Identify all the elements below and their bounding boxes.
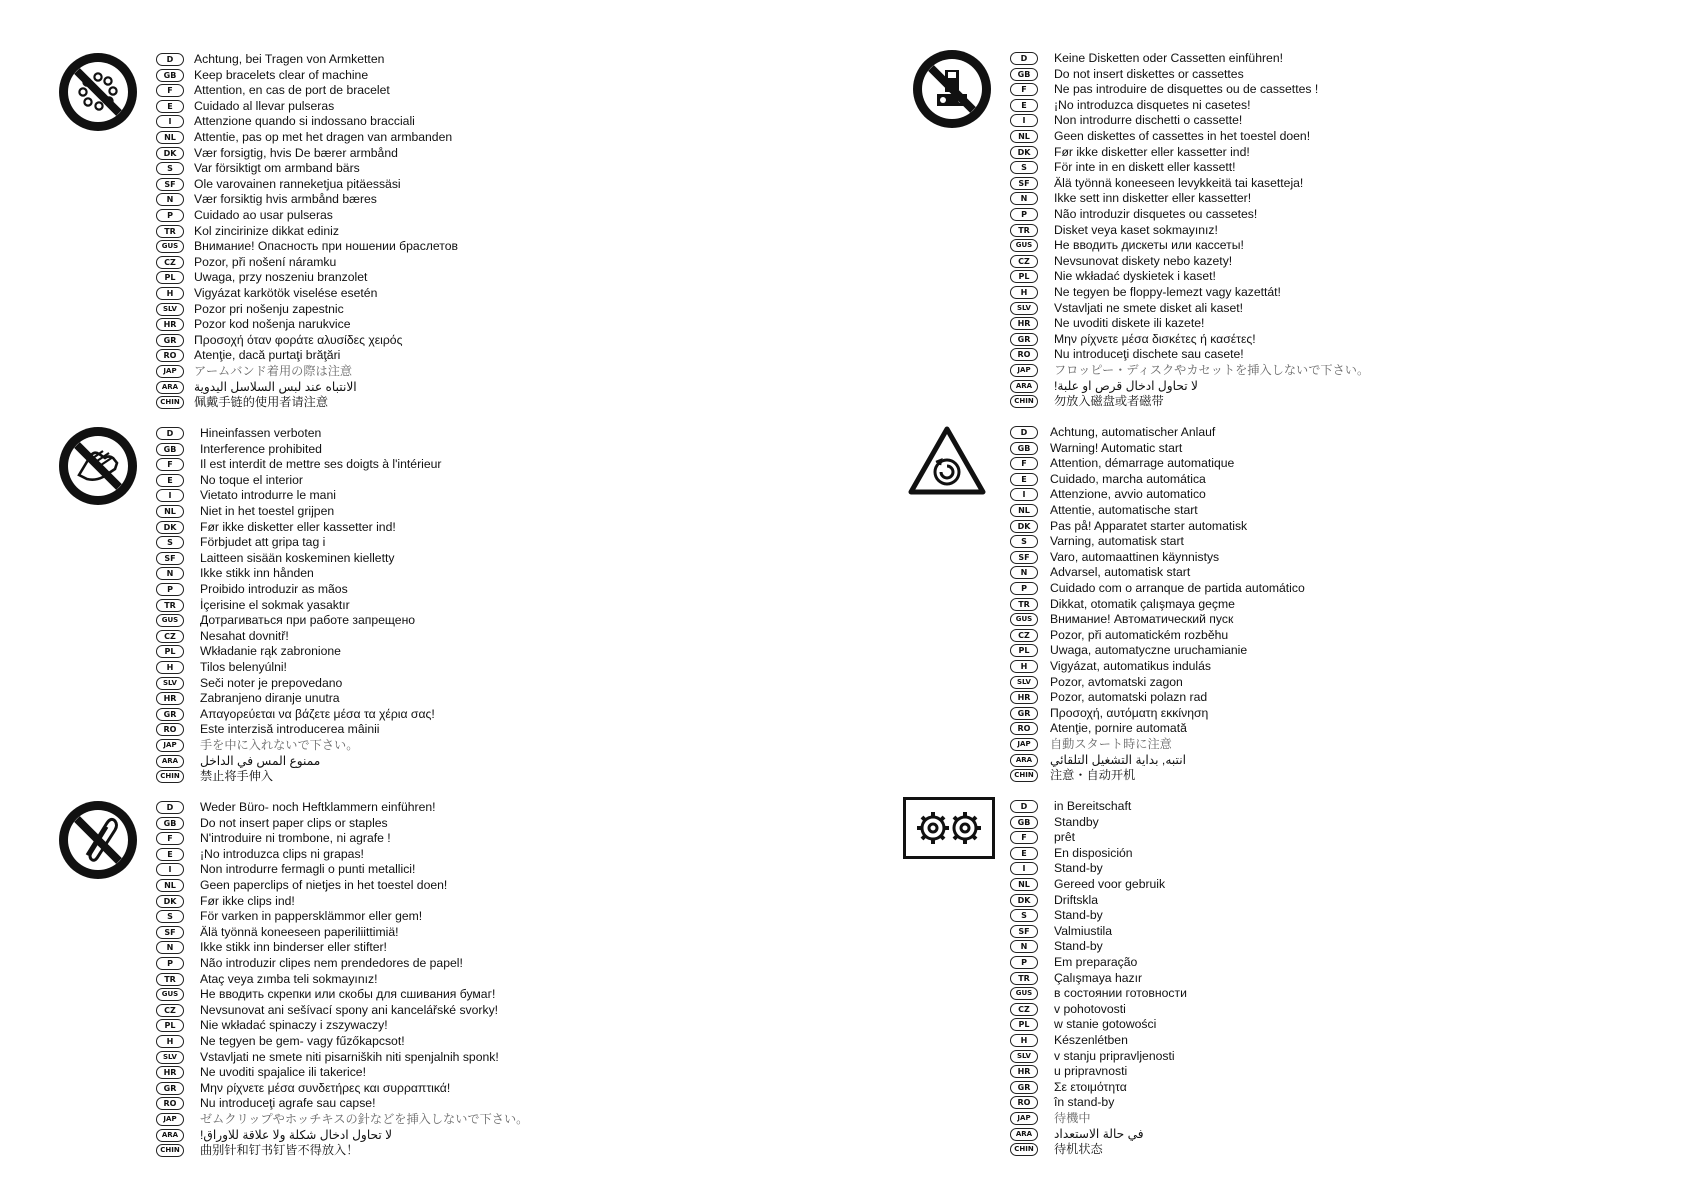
translation-text: Cuidado al llevar pulseras	[194, 98, 335, 113]
language-code-badge: JAP	[156, 1113, 184, 1126]
language-code-badge: F	[1010, 457, 1038, 470]
language-code-badge: SF	[1010, 177, 1038, 190]
translation-text: Do not insert paper clips or staples	[200, 815, 388, 830]
translation-text: w stanie gotowości	[1054, 1017, 1157, 1032]
language-code-badge: CHIN	[1010, 1143, 1038, 1156]
language-code-badge: GR	[1010, 707, 1038, 720]
translation-text: u pripravnosti	[1054, 1064, 1128, 1079]
language-code-badge: F	[1010, 831, 1038, 844]
translation-text: Não introduzir clipes nem prendedores de papel!	[200, 956, 463, 970]
language-code-badge: CHIN	[156, 1144, 184, 1157]
translation-text: Vstavljati ne smete disket ali kaset!	[1054, 300, 1243, 315]
translation-text: Μην ρίχνετε μέσα συνδετήρες και συρραπτικά!	[200, 1080, 451, 1095]
language-code-badge: E	[1010, 847, 1038, 860]
language-code-badge: CZ	[156, 630, 184, 643]
translation-text: Nevsunovat diskety nebo kazety!	[1054, 253, 1233, 268]
translation-text: Çalışmaya hazır	[1054, 970, 1143, 985]
language-code-badge: S	[156, 162, 184, 175]
translation-text: Uwaga, automatyczne uruchamianie	[1050, 643, 1248, 658]
translation-text: ¡No introduzca clips ni grapas!	[200, 846, 364, 861]
translation-text: Ikke sett inn disketter eller kassetter!	[1054, 191, 1252, 206]
translation-text: Dikkat, otomatik çalışmaya geçme	[1050, 596, 1235, 611]
translation-text: Valmiustila	[1054, 923, 1113, 938]
translation-text: Før ikke clips ind!	[200, 893, 295, 908]
translation-text: Atenţie, dacă purtaţi brăţări	[194, 348, 341, 363]
translation-text: Før ikke disketter eller kassetter ind!	[200, 519, 396, 534]
translation-text: Προσοχή όταν φοράτε αλυσίδες χειρός	[194, 332, 403, 347]
language-code-badge: CZ	[156, 256, 184, 269]
language-code-badge: CZ	[1010, 255, 1038, 268]
translation-text: Pozor, při nošení náramku	[194, 254, 337, 269]
translation-text: Proibido introduzir as mãos	[200, 582, 348, 596]
translation-text: Geen diskettes of cassettes in het toestel doen!	[1054, 129, 1311, 143]
language-code-badge: GUS	[1010, 987, 1038, 1000]
language-code-badge: DK	[156, 521, 184, 534]
translation-text: Attention, en cas de port de bracelet	[194, 83, 390, 98]
language-code-badge: SLV	[156, 677, 184, 690]
language-code-badge: I	[1010, 114, 1038, 127]
language-code-badge: D	[1010, 52, 1038, 65]
language-code-badge: GR	[1010, 1081, 1038, 1094]
language-code-badge: P	[156, 957, 184, 970]
translation-text: Προσοχή, αυτόματη εκκίνηση	[1050, 705, 1209, 720]
language-code-badge: ARA	[156, 1129, 184, 1142]
translation-text: Внимание! Опасность при ношении браслетов	[194, 239, 458, 254]
language-code-badge: I	[1010, 862, 1038, 875]
translation-text: Μην ρίχνετε μέσα δισκέτες ή κασέτες!	[1054, 331, 1256, 346]
translation-text: Stand-by	[1054, 908, 1103, 923]
translation-text: Nu introduceţi agrafe sau capse!	[200, 1096, 376, 1111]
language-code-badge: GUS	[1010, 613, 1038, 626]
translation-text: Attenzione, avvio automatico	[1050, 487, 1206, 502]
language-code-badge: E	[1010, 473, 1038, 486]
language-code-badge: CZ	[156, 1004, 184, 1017]
language-code-badge: GUS	[1010, 239, 1038, 252]
language-code-badge: SF	[1010, 925, 1038, 938]
language-code-badge: HR	[156, 1066, 184, 1079]
translation-text: Do not insert diskettes or cassettes	[1054, 66, 1244, 81]
translation-text: Il est interdit de mettre ses doigts à l'intérieur	[200, 457, 442, 472]
translation-text: Advarsel, automatisk start	[1050, 565, 1191, 580]
language-code-badge: H	[156, 661, 184, 674]
translation-text: Készenlétben	[1054, 1033, 1128, 1047]
translation-text: För varken in pappersklämmor eller gem!	[200, 909, 423, 924]
translation-text: Attenzione quando si indossano bracciali	[194, 114, 415, 129]
translation-text: ممنوع المس في الداخل	[200, 753, 321, 768]
translation-text: Seči noter je prepovedano	[200, 675, 343, 690]
translation-text: لا تحاول ادخال شكلة ولا علاقة للاوراق!	[200, 1127, 393, 1142]
translation-text: Vær forsiktig hvis armbånd bæres	[194, 192, 377, 207]
language-code-badge: F	[1010, 83, 1038, 96]
language-code-badge: PL	[156, 1019, 184, 1032]
translation-text: Achtung, automatischer Anlauf	[1050, 425, 1216, 439]
translation-text: in Bereitschaft	[1054, 799, 1132, 813]
translation-text: Zabranjeno diranje unutra	[200, 691, 340, 706]
language-code-badge: DK	[1010, 146, 1038, 159]
language-code-badge: CHIN	[1010, 395, 1038, 408]
language-code-badge: DK	[1010, 894, 1038, 907]
translation-text: N'introduire ni trombone, ni agrafe !	[200, 831, 391, 846]
translation-text: 勿放入磁盘或者磁带	[1054, 394, 1164, 409]
translation-text: Uwaga, przy noszeniu branzolet	[194, 270, 368, 285]
language-code-badge: RO	[156, 349, 184, 362]
translation-text: Disket veya kaset sokmayınız!	[1054, 222, 1218, 237]
language-code-badge: CZ	[1010, 1003, 1038, 1016]
language-code-badge: D	[156, 53, 184, 66]
language-code-badge: CHIN	[156, 770, 184, 783]
translation-text: Keine Disketten oder Cassetten einführen!	[1054, 51, 1283, 65]
translation-text: Ne uvoditi diskete ili kazete!	[1054, 316, 1205, 331]
language-code-badge: H	[156, 287, 184, 300]
translation-text: No toque el interior	[200, 472, 303, 487]
language-code-badge: S	[1010, 535, 1038, 548]
translation-text: Varo, automaattinen käynnistys	[1050, 549, 1220, 564]
language-code-badge: SLV	[1010, 676, 1038, 689]
translation-text: Stand-by	[1054, 861, 1103, 876]
no-diskette-icon	[911, 48, 993, 130]
language-code-badge: S	[156, 536, 184, 549]
translation-text: Vstavljati ne smete niti pisarniških niti spenjalnih sponk!	[200, 1049, 499, 1064]
translation-text: Ikke stikk inn hånden	[200, 566, 314, 581]
standby-gears-icon	[903, 797, 995, 859]
language-code-badge: E	[156, 100, 184, 113]
translation-text: 手を中に入れないで下さい。	[200, 738, 359, 752]
language-code-badge: CHIN	[1010, 769, 1038, 782]
translation-text: Gereed voor gebruik	[1054, 877, 1166, 891]
language-code-badge: I	[156, 863, 184, 876]
language-code-badge: ARA	[1010, 1128, 1038, 1141]
language-code-badge: SLV	[1010, 302, 1038, 315]
language-code-badge: PL	[156, 271, 184, 284]
language-code-badge: SLV	[156, 303, 184, 316]
translation-text: Pas på! Apparatet starter automatisk	[1050, 518, 1248, 533]
language-code-badge: GB	[156, 817, 184, 830]
language-code-badge: P	[156, 209, 184, 222]
translation-text: الانتباه عند لبس السلاسل اليدوية	[194, 379, 357, 394]
translation-text: Nie wkładać spinaczy i zszywaczy!	[200, 1018, 388, 1033]
language-code-badge: HR	[156, 318, 184, 331]
language-code-badge: HR	[1010, 1065, 1038, 1078]
translation-text: Cuidado ao usar pulseras	[194, 208, 333, 222]
translation-text: Varning, automatisk start	[1050, 534, 1184, 549]
language-code-badge: ARA	[1010, 754, 1038, 767]
translation-text: Keep bracelets clear of machine	[194, 67, 369, 82]
translation-text: Hineinfassen verboten	[200, 426, 322, 440]
translation-text: Interference prohibited	[200, 441, 322, 456]
language-code-badge: GR	[156, 1082, 184, 1095]
language-code-badge: DK	[1010, 520, 1038, 533]
language-code-badge: E	[1010, 99, 1038, 112]
language-code-badge: I	[156, 489, 184, 502]
translation-text: 待機中	[1054, 1111, 1091, 1125]
translation-text: Pozor kod nošenja narukvice	[194, 317, 351, 332]
no-paperclip-icon	[57, 799, 139, 881]
language-code-badge: F	[156, 832, 184, 845]
translation-text: Standby	[1054, 814, 1099, 829]
language-code-badge: SF	[156, 552, 184, 565]
language-code-badge: GB	[1010, 442, 1038, 455]
translation-text: Non introdurre dischetti o cassette!	[1054, 113, 1243, 128]
language-code-badge: JAP	[1010, 738, 1038, 751]
translation-text: Nesahat dovnitř!	[200, 628, 289, 643]
language-code-badge: D	[1010, 800, 1038, 813]
translation-text: Wkładanie rąk zabronione	[200, 644, 341, 659]
translation-text: Niet in het toestel grijpen	[200, 504, 335, 518]
translation-text: Warning! Automatic start	[1050, 440, 1183, 455]
translation-text: Achtung, bei Tragen von Armketten	[194, 52, 385, 66]
translation-text: Pozor, avtomatski zagon	[1050, 674, 1183, 689]
language-code-badge: I	[156, 115, 184, 128]
translation-text: Ne uvoditi spajalice ili takerice!	[200, 1065, 366, 1080]
language-code-badge: D	[156, 801, 184, 814]
translation-text: Før ikke disketter eller kassetter ind!	[1054, 144, 1250, 159]
language-code-badge: N	[156, 193, 184, 206]
language-code-badge: N	[156, 567, 184, 580]
translation-text: Не вводить скрепки или скобы для сшивания бумаг!	[200, 987, 496, 1002]
language-code-badge: JAP	[1010, 364, 1038, 377]
language-code-badge: S	[1010, 909, 1038, 922]
translation-text: 佩戴手链的使用者请注意	[194, 395, 329, 410]
translation-text: フロッピー・ディスクやカセットを挿入しないで下さい。	[1054, 363, 1370, 377]
translation-text: Pozor, automatski polazn rad	[1050, 690, 1208, 705]
language-code-badge: JAP	[1010, 1112, 1038, 1125]
language-code-badge: TR	[156, 225, 184, 238]
language-code-badge: HR	[156, 692, 184, 705]
language-code-badge: S	[156, 910, 184, 923]
language-code-badge: NL	[1010, 878, 1038, 891]
language-code-badge: N	[1010, 192, 1038, 205]
language-code-badge: JAP	[156, 739, 184, 752]
language-code-badge: GB	[1010, 816, 1038, 829]
language-code-badge: CHIN	[156, 396, 184, 409]
language-code-badge: SLV	[156, 1051, 184, 1064]
language-code-badge: NL	[156, 879, 184, 892]
language-code-badge: RO	[156, 1097, 184, 1110]
translation-text: Var försiktigt om armband bärs	[194, 161, 360, 176]
language-code-badge: ARA	[156, 381, 184, 394]
language-code-badge: CZ	[1010, 629, 1038, 642]
language-code-badge: DK	[156, 147, 184, 160]
translation-text: ¡No introduzca disquetes ni casetes!	[1054, 97, 1251, 112]
language-code-badge: D	[156, 427, 184, 440]
translation-text: 曲别针和钉书钉皆不得放入！	[200, 1143, 359, 1158]
language-code-badge: ARA	[1010, 380, 1038, 393]
language-code-badge: D	[1010, 426, 1038, 439]
translation-text: prêt	[1054, 830, 1076, 845]
translation-text: En disposición	[1054, 845, 1133, 860]
translation-text: Tilos belenyúlni!	[200, 660, 287, 674]
language-code-badge: GR	[156, 708, 184, 721]
language-code-badge: N	[1010, 566, 1038, 579]
language-code-badge: H	[1010, 660, 1038, 673]
language-code-badge: TR	[1010, 598, 1038, 611]
translation-text: 注意・自动开机	[1050, 768, 1136, 783]
translation-text: Pozor pri nošenju zapestnic	[194, 301, 344, 316]
translation-text: Älä työnnä koneeseen paperiliittimiä!	[200, 924, 399, 939]
language-code-badge: P	[156, 583, 184, 596]
translation-text: Cuidado, marcha automática	[1050, 471, 1206, 486]
translation-text: Driftskla	[1054, 892, 1099, 907]
language-code-badge: SLV	[1010, 1050, 1038, 1063]
translation-text: Vigyázat karkötök viselése esetén	[194, 286, 378, 300]
language-code-badge: E	[156, 848, 184, 861]
language-code-badge: NL	[156, 131, 184, 144]
translation-text: Внимание! Автоматический пуск	[1050, 612, 1234, 627]
language-code-badge: I	[1010, 488, 1038, 501]
language-code-badge: TR	[156, 599, 184, 612]
language-code-badge: NL	[1010, 130, 1038, 143]
translation-text: Ne tegyen be gem- vagy fűzőkapcsot!	[200, 1034, 405, 1048]
translation-text: Ole varovainen ranneketjua pitäessäsi	[194, 176, 401, 191]
language-code-badge: GB	[156, 443, 184, 456]
language-code-badge: H	[156, 1035, 184, 1048]
language-code-badge: RO	[1010, 722, 1038, 735]
language-code-badge: HR	[1010, 691, 1038, 704]
translation-text: アームバンド着用の際は注意	[194, 364, 353, 378]
language-code-badge: PL	[1010, 1018, 1038, 1031]
translation-text: Не вводить дискеты или кассеты!	[1054, 238, 1244, 253]
translation-text: 待机状态	[1054, 1142, 1103, 1157]
language-code-badge: RO	[1010, 348, 1038, 361]
translation-text: Σε ετοιμότητα	[1054, 1079, 1127, 1094]
translation-text: Atenţie, pornire automată	[1050, 721, 1187, 736]
language-code-badge: H	[1010, 1034, 1038, 1047]
language-code-badge: N	[156, 941, 184, 954]
translation-text: Cuidado com o arranque de partida automático	[1050, 581, 1305, 595]
translation-text: Stand-by	[1054, 939, 1103, 954]
translation-text: Pozor, při automatickém rozběhu	[1050, 627, 1229, 642]
language-code-badge: ARA	[156, 755, 184, 768]
language-code-badge: TR	[156, 973, 184, 986]
language-code-badge: GR	[156, 334, 184, 347]
translation-text: Nu introduceţi dischete sau casete!	[1054, 347, 1244, 362]
language-code-badge: TR	[1010, 972, 1038, 985]
language-code-badge: TR	[1010, 224, 1038, 237]
language-code-badge: SF	[156, 178, 184, 191]
translation-text: Laitteen sisään koskeminen kielletty	[200, 550, 395, 565]
translation-text: Ne tegyen be floppy-lemezt vagy kazettát!	[1054, 285, 1281, 299]
language-code-badge: PL	[1010, 644, 1038, 657]
language-code-badge: PL	[156, 645, 184, 658]
language-code-badge: DK	[156, 895, 184, 908]
translation-text: 自動スタート時に注意	[1050, 737, 1172, 751]
language-code-badge: RO	[1010, 1096, 1038, 1109]
no-hand-icon	[57, 425, 139, 507]
translation-text: Ikke stikk inn binderser eller stifter!	[200, 940, 387, 955]
translation-text: Förbjudet att gripa tag i	[200, 535, 326, 550]
language-code-badge: P	[1010, 582, 1038, 595]
language-code-badge: N	[1010, 940, 1038, 953]
translation-text: Vær forsigtig, hvis De bærer armbånd	[194, 145, 398, 160]
translation-text: v stanju pripravljenosti	[1054, 1048, 1175, 1063]
language-code-badge: GUS	[156, 988, 184, 1001]
language-code-badge: GB	[1010, 68, 1038, 81]
language-code-badge: SF	[156, 926, 184, 939]
language-code-badge: P	[1010, 208, 1038, 221]
translation-text: Vietato introdurre le mani	[200, 488, 336, 503]
translation-text: انتبه, بداية التشغيل التلقائي	[1050, 752, 1186, 767]
translation-text: Attention, démarrage automatique	[1050, 456, 1235, 471]
translation-text: v pohotovosti	[1054, 1001, 1126, 1016]
translation-text: Vigyázat, automatikus indulás	[1050, 659, 1212, 673]
language-code-badge: S	[1010, 161, 1038, 174]
translation-text: Ataç veya zımba teli sokmayınız!	[200, 971, 378, 986]
translation-text: في حالة الاستعداد	[1054, 1126, 1144, 1141]
translation-text: Älä työnnä koneeseen levykkeitä tai kasetteja!	[1054, 175, 1304, 190]
language-code-badge: GUS	[156, 614, 184, 627]
language-code-badge: F	[156, 458, 184, 471]
language-code-badge: GB	[156, 69, 184, 82]
translation-text: لا تحاول ادخال قرص او علبة!	[1054, 378, 1198, 393]
translation-text: în stand-by	[1054, 1095, 1115, 1110]
translation-text: Απαγορεύεται να βάζετε μέσα τα χέρια σας!	[200, 706, 435, 721]
translation-text: Este interzisă introducerea mâinii	[200, 722, 380, 737]
language-code-badge: NL	[1010, 504, 1038, 517]
language-code-badge: GUS	[156, 240, 184, 253]
language-code-badge: P	[1010, 956, 1038, 969]
automatic-start-warning-icon	[908, 426, 986, 496]
language-code-badge: HR	[1010, 317, 1038, 330]
language-code-badge: PL	[1010, 270, 1038, 283]
translation-text: Em preparação	[1054, 955, 1138, 969]
translation-text: Kol zincirinize dikkat ediniz	[194, 223, 339, 238]
translation-text: Attentie, pas op met het dragen van armbanden	[194, 130, 453, 144]
translation-text: Não introduzir disquetes ou cassetes!	[1054, 207, 1258, 221]
language-code-badge: GR	[1010, 333, 1038, 346]
language-code-badge: RO	[156, 723, 184, 736]
no-bracelet-icon	[57, 51, 139, 133]
language-code-badge: F	[156, 84, 184, 97]
translation-text: Non introdurre fermagli o punti metallici!	[200, 862, 416, 877]
language-code-badge: E	[156, 474, 184, 487]
translation-text: Nevsunovat ani sešívací spony ani kancelářské svorky!	[200, 1002, 499, 1017]
translation-text: Geen paperclips of nietjes in het toestel doen!	[200, 878, 448, 892]
language-code-badge: JAP	[156, 365, 184, 378]
translation-text: Nie wkładać dyskietek i kaset!	[1054, 269, 1216, 284]
translation-text: För inte in en diskett eller kassett!	[1054, 160, 1236, 175]
translation-text: ゼムクリップやホッチキスの針などを挿入しないで下さい。	[200, 1112, 529, 1126]
language-code-badge: NL	[156, 505, 184, 518]
language-code-badge: H	[1010, 286, 1038, 299]
language-code-badge: SF	[1010, 551, 1038, 564]
translation-text: Дотрагиваться при работе запрещено	[200, 613, 416, 628]
translation-text: 禁止将手伸入	[200, 769, 274, 784]
translation-text: Attentie, automatische start	[1050, 503, 1198, 517]
translation-text: в состоянии готовности	[1054, 986, 1187, 1001]
translation-text: Weder Büro- noch Heftklammern einführen!	[200, 800, 436, 814]
translation-text: Ne pas introduire de disquettes ou de cassettes !	[1054, 82, 1319, 97]
translation-text: İçerisine el sokmak yasaktır	[200, 597, 350, 612]
